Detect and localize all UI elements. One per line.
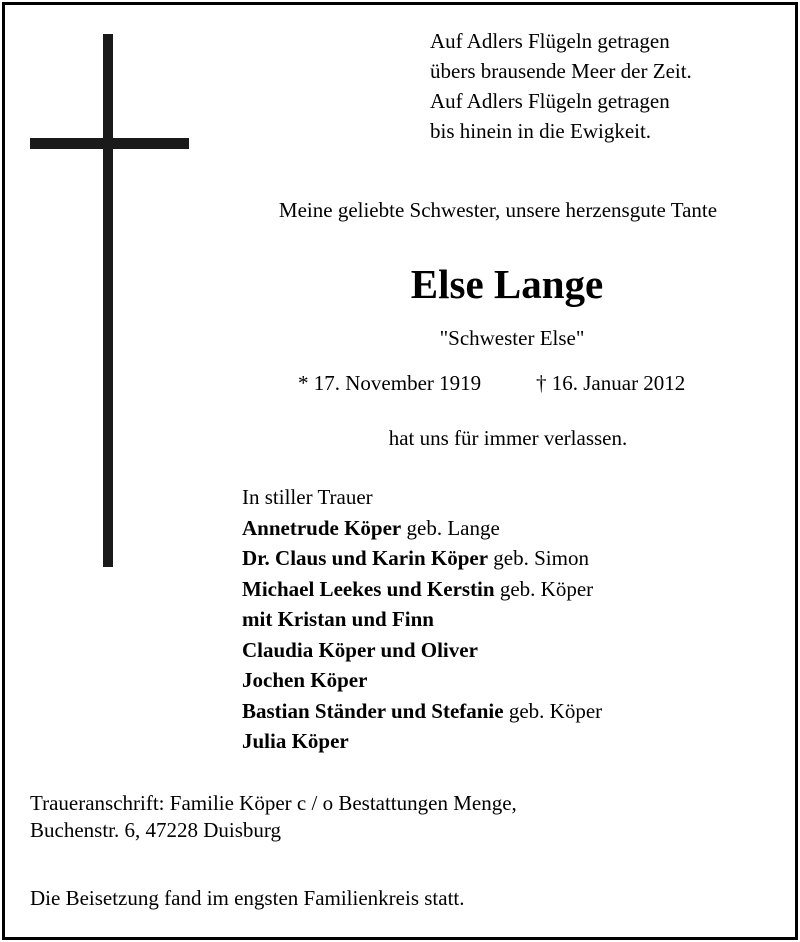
mourner-names: Jochen Köper: [242, 668, 368, 692]
mourner-names: Julia Köper: [242, 729, 349, 753]
mourner-row: [242, 665, 602, 696]
mourner-row: [242, 543, 602, 574]
mourner-row: [242, 726, 602, 757]
mourner-names: Claudia Köper und Oliver: [242, 637, 478, 662]
address-line-2: Buchenstr. 6, 47228 Duisburg: [30, 818, 282, 842]
mourner-row: [242, 574, 602, 605]
deceased-name: Else Lange: [410, 261, 604, 307]
mourner-names: Michael Leekes und Kerstin: [242, 576, 495, 601]
mourner-suffix: geb. Simon: [488, 546, 589, 570]
poem-line: Auf Adlers Flügeln getragen: [430, 29, 670, 53]
address-line-1: Traueranschrift: Familie Köper c / o Bestattungen Menge,: [30, 791, 517, 815]
mourner-names: Bastian Ständer und Stefanie: [242, 698, 504, 723]
mourner-suffix: geb. Köper: [503, 698, 603, 723]
birth-date: * 17. November 1919: [298, 371, 482, 395]
poem-line: Auf Adlers Flügeln getragen: [430, 89, 670, 113]
burial-note: Die Beisetzung fand im engsten Familienkreis statt.: [30, 886, 465, 910]
mourner-row: [242, 604, 602, 635]
mourner-row: [242, 635, 602, 666]
poem-line: bis hinein in die Ewigkeit.: [430, 119, 652, 143]
mourner-names: Annetrude Köper: [242, 515, 402, 540]
mourner-names: Dr. Claus und Karin Köper: [242, 546, 489, 570]
farewell-text: hat uns für immer verlassen.: [388, 426, 628, 450]
nickname: "Schwester Else": [439, 326, 585, 350]
mourner-row: [242, 513, 602, 544]
mourning-intro: In stiller Trauer: [242, 485, 373, 509]
death-date: † 16. Januar 2012: [536, 371, 686, 395]
poem: [430, 26, 692, 146]
mourners-list: [242, 482, 602, 757]
intro-text: Meine geliebte Schwester, unsere herzensgute Tante: [278, 198, 718, 222]
mourner-suffix: geb. Köper: [494, 576, 594, 601]
mourner-suffix: geb. Lange: [401, 515, 500, 540]
mourner-names: mit Kristan und Finn: [242, 607, 434, 631]
mourner-row: [242, 696, 602, 727]
poem-line: übers brausende Meer der Zeit.: [430, 59, 692, 83]
